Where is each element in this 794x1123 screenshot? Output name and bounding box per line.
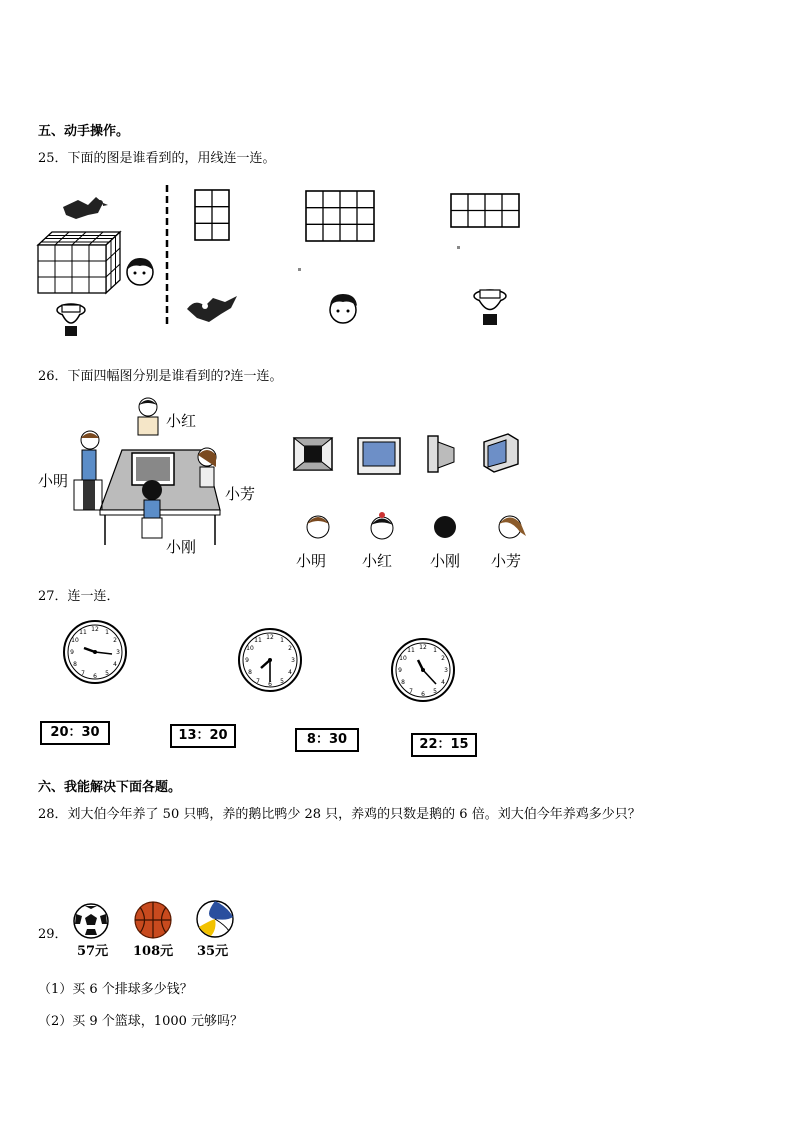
svg-text:8: 8 (73, 661, 77, 668)
scene-name-bottom: 小刚 (166, 538, 197, 556)
svg-text:10: 10 (71, 637, 79, 644)
section-5-heading: 五、动手操作。 (38, 124, 130, 139)
svg-text:9: 9 (245, 657, 249, 664)
head-xiaogang-icon (432, 512, 458, 542)
price-soccer: 57元 (77, 944, 109, 959)
svg-text:1: 1 (433, 647, 437, 654)
q26-table-scene (70, 395, 230, 555)
svg-text:1: 1 (105, 629, 109, 636)
svg-text:8: 8 (248, 669, 252, 676)
basketball-icon (133, 900, 173, 940)
svg-text:4: 4 (288, 669, 292, 676)
question-29-number: 29． (38, 927, 68, 942)
hat-person-icon (57, 304, 85, 336)
q25-cube-scene (36, 190, 166, 340)
svg-text:7: 7 (409, 688, 413, 695)
svg-text:2: 2 (113, 637, 117, 644)
time-box-1: 20：30 (40, 721, 110, 745)
svg-text:3: 3 (444, 667, 448, 674)
head-label-0: 小明 (296, 552, 327, 570)
head-xiaoming-icon (305, 512, 331, 542)
monitor-front-view (356, 436, 402, 476)
svg-text:10: 10 (246, 645, 254, 652)
clock-face-2 (237, 628, 303, 692)
bird-icon (63, 197, 108, 219)
question-28-text: 28．刘大伯今年养了 50 只鸭，养的鹅比鸭少 28 只，养鸡的只数是鹅的 6 倍。刘大伯今年养鸡多少只？ (38, 807, 641, 822)
question-26-text: 26．下面四幅图分别是谁看到的?连一连。 (38, 369, 283, 384)
svg-text:2: 2 (441, 655, 445, 662)
svg-text:12: 12 (91, 626, 99, 633)
svg-text:4: 4 (441, 679, 445, 686)
soccer-ball-icon (72, 902, 110, 940)
price-volleyball: 35元 (197, 944, 229, 959)
monitor-angle-view (482, 432, 520, 474)
svg-text:3: 3 (116, 649, 120, 656)
view-grid-2x3 (194, 189, 230, 241)
section-6-heading: 六、我能解决下面各题。 (38, 780, 182, 795)
svg-text:5: 5 (105, 670, 109, 677)
price-basketball: 108元 (133, 944, 174, 959)
svg-text:2: 2 (288, 645, 292, 652)
time-box-2: 13：20 (170, 724, 236, 748)
svg-text:9: 9 (70, 649, 74, 656)
svg-text:9: 9 (398, 667, 402, 674)
question-27-text: 27．连一连． (38, 589, 120, 604)
face-observer-icon (326, 292, 360, 326)
question-29-sub2: （2）买 9 个篮球，1000 元够吗？ (38, 1014, 244, 1029)
clock-face-3 (390, 638, 456, 702)
head-label-1: 小红 (362, 552, 393, 570)
svg-text:11: 11 (79, 629, 87, 636)
time-box-3: 8：30 (295, 728, 359, 752)
svg-text:6: 6 (421, 691, 425, 698)
dashed-divider (164, 185, 170, 325)
question-29-sub1: （1）买 6 个排球多少钱？ (38, 982, 193, 997)
head-xiaohong-icon (368, 510, 396, 542)
scene-name-right: 小芳 (225, 485, 256, 503)
hat-observer-icon (472, 287, 508, 327)
face-icon (127, 258, 153, 285)
svg-text:4: 4 (113, 661, 117, 668)
bird-observer-icon (185, 294, 240, 329)
svg-text:8: 8 (401, 679, 405, 686)
svg-text:1: 1 (280, 637, 284, 644)
question-25-text: 25．下面的图是谁看到的，用线连一连。 (38, 151, 276, 166)
svg-text:12: 12 (419, 644, 427, 651)
volleyball-icon (195, 899, 235, 939)
svg-text:5: 5 (433, 688, 437, 695)
clock-face-1 (62, 620, 130, 684)
head-xiaofang-icon (496, 512, 530, 546)
svg-text:11: 11 (407, 647, 415, 654)
svg-text:7: 7 (81, 670, 85, 677)
svg-text:5: 5 (280, 678, 284, 685)
scene-name-left: 小明 (38, 472, 69, 490)
svg-text:10: 10 (399, 655, 407, 662)
head-label-3: 小芳 (491, 552, 522, 570)
monitor-back-view (292, 436, 334, 472)
svg-text:11: 11 (254, 637, 262, 644)
view-grid-4x2 (450, 193, 522, 229)
dot-mark (298, 268, 301, 271)
svg-text:3: 3 (291, 657, 295, 664)
view-grid-4x3 (305, 190, 375, 242)
monitor-side-view (426, 434, 458, 474)
svg-text:7: 7 (256, 678, 260, 685)
scene-name-top: 小红 (166, 412, 197, 430)
svg-text:6: 6 (268, 681, 272, 688)
head-label-2: 小刚 (430, 552, 461, 570)
svg-text:12: 12 (266, 634, 274, 641)
dot-mark (457, 246, 460, 249)
svg-text:6: 6 (93, 673, 97, 680)
time-box-4: 22：15 (411, 733, 477, 757)
